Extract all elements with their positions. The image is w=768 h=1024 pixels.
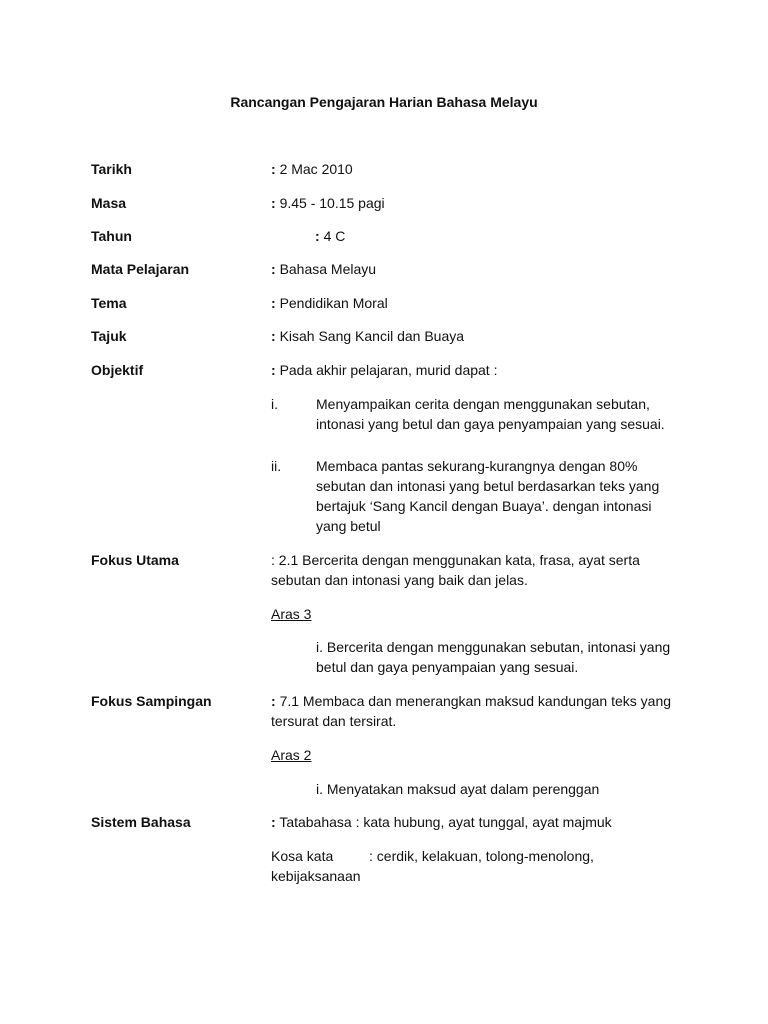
colon: : xyxy=(271,814,276,830)
objective-number: ii. xyxy=(271,458,282,474)
document-title: Rancangan Pengajaran Harian Bahasa Melayu xyxy=(230,94,538,110)
value-mata-pelajaran xyxy=(271,259,376,279)
aras-2-item: i. Menyatakan maksud ayat dalam perenggan xyxy=(316,781,600,797)
value-fokus-sampingan-text: 7.1 Membaca dan menerangkan maksud kandungan teks yang tersurat dan tersirat. xyxy=(271,693,672,729)
colon: : xyxy=(271,161,276,177)
value-kosa-kata xyxy=(271,846,631,886)
value-tema-text: Pendidikan Moral xyxy=(279,295,388,311)
value-tatabahasa xyxy=(271,812,612,832)
aras-3-heading: Aras 3 xyxy=(271,606,312,622)
colon: : xyxy=(271,693,276,709)
value-tarikh-text: 2 Mac 2010 xyxy=(279,161,353,177)
label-tema: Tema xyxy=(91,295,127,311)
value-tajuk xyxy=(271,326,464,346)
value-masa-text: 9.45 - 10.15 pagi xyxy=(279,195,385,211)
value-tajuk-text: Kisah Sang Kancil dan Buaya xyxy=(279,328,465,344)
value-tahun xyxy=(315,226,345,246)
colon: : xyxy=(315,228,320,244)
value-tatabahasa-text: Tatabahasa : kata hubung, ayat tunggal, ayat majmuk xyxy=(279,814,612,830)
value-tema xyxy=(271,293,388,313)
label-masa: Masa xyxy=(91,195,127,211)
kosa-kata-text: : cerdik, kelakuan, tolong-menolong, kebijaksanaan xyxy=(271,848,594,884)
aras-2-heading: Aras 2 xyxy=(271,747,312,763)
objective-text: Menyampaikan cerita dengan menggunakan sebutan, intonasi yang betul dan gaya penyampaian yang sesuai. xyxy=(316,396,665,432)
value-tahun-text: 4 C xyxy=(323,228,346,244)
aras-3-item: i. Bercerita dengan menggunakan sebutan, intonasi yang betul dan gaya penyampaian yang sesuai. xyxy=(316,639,671,675)
objective-text: Membaca pantas sekurang-kurangnya dengan 80% sebutan dan intonasi yang betul berdasarkan teks yang bertajuk ‘Sang Kancil dengan Buaya’. dengan intonasi yang betul xyxy=(316,458,660,534)
value-mata-pelajaran-text: Bahasa Melayu xyxy=(279,261,377,277)
label-tarikh: Tarikh xyxy=(91,161,132,177)
label-tahun: Tahun xyxy=(91,228,132,244)
value-objektif-text: Pada akhir pelajaran, murid dapat : xyxy=(279,362,498,378)
label-fokus-sampingan: Fokus Sampingan xyxy=(91,693,212,709)
colon: : xyxy=(271,195,276,211)
label-objektif: Objektif xyxy=(91,362,144,378)
label-mata-pelajaran: Mata Pelajaran xyxy=(91,261,190,277)
label-fokus-utama: Fokus Utama xyxy=(91,552,179,568)
colon: : xyxy=(271,295,276,311)
value-fokus-sampingan xyxy=(271,691,681,731)
value-fokus-utama: : 2.1 Bercerita dengan menggunakan kata, frasa, ayat serta sebutan dan intonasi yang baik dan jelas. xyxy=(271,552,640,588)
colon: : xyxy=(271,261,276,277)
objective-number: i. xyxy=(271,396,278,412)
colon: : xyxy=(271,362,276,378)
value-masa xyxy=(271,193,385,213)
value-tarikh xyxy=(271,159,353,179)
label-tajuk: Tajuk xyxy=(91,328,127,344)
kosa-kata-label: Kosa kata xyxy=(271,848,334,864)
value-objektif xyxy=(271,360,497,380)
colon: : xyxy=(271,328,276,344)
label-sistem-bahasa: Sistem Bahasa xyxy=(91,814,191,830)
